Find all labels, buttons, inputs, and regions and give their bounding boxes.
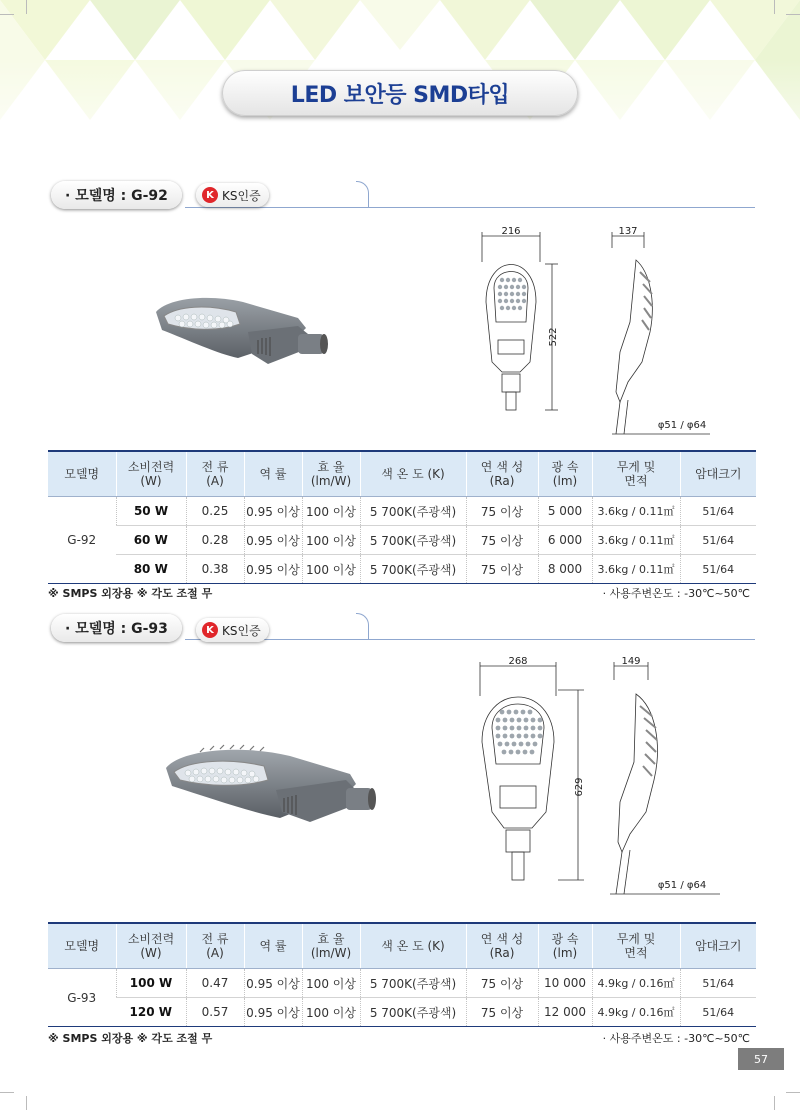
table-cell: 75 이상 bbox=[466, 998, 538, 1027]
table-header-row bbox=[48, 451, 756, 497]
section-divider-curve bbox=[356, 613, 369, 640]
product-photo-g93 bbox=[160, 740, 380, 830]
table-cell: 100 이상 bbox=[302, 526, 360, 555]
section-divider bbox=[185, 207, 368, 208]
header-cell: 색 온 도 (K) bbox=[360, 451, 466, 497]
ks-cert-label: KS인증 bbox=[222, 188, 261, 203]
section-divider bbox=[368, 639, 755, 640]
dim-width: 268 bbox=[508, 656, 528, 667]
page-title: LED 보안등 SMD타입 bbox=[290, 82, 510, 108]
spec-table-g93 bbox=[48, 922, 756, 1027]
table-cell: 12 000 bbox=[538, 998, 592, 1027]
header-cell: 색 온 도 (K) bbox=[360, 923, 466, 969]
table-cell: 3.6kg / 0.11㎡ bbox=[592, 497, 680, 526]
crop-mark bbox=[774, 1096, 775, 1110]
section-divider-curve bbox=[356, 181, 369, 208]
model-name-label: · 모델명 : G-93 bbox=[65, 621, 168, 637]
dim-width: 216 bbox=[501, 226, 521, 237]
table-cell: 100 이상 bbox=[302, 998, 360, 1027]
table-cell: 5 700K(주광색) bbox=[360, 526, 466, 555]
header-cell: 무게 및 면적 bbox=[592, 451, 680, 497]
dim-pipe: φ51 / φ64 bbox=[657, 880, 707, 891]
model-name-g92 bbox=[51, 181, 182, 209]
header-cell: 모델명 bbox=[48, 451, 116, 497]
header-cell: 전 류 (A) bbox=[186, 923, 244, 969]
table-cell: 100 이상 bbox=[302, 555, 360, 584]
table-cell: 51/64 bbox=[680, 998, 756, 1027]
table-row bbox=[48, 998, 756, 1027]
header-cell: 연 색 성 (Ra) bbox=[466, 923, 538, 969]
model-name-label: · 모델명 : G-92 bbox=[65, 188, 168, 204]
table-cell: 3.6kg / 0.11㎡ bbox=[592, 555, 680, 584]
table-cell: 75 이상 bbox=[466, 497, 538, 526]
crop-mark bbox=[0, 1092, 14, 1093]
table-row bbox=[48, 969, 756, 998]
table-cell: 51/64 bbox=[680, 497, 756, 526]
table-row bbox=[48, 497, 756, 526]
table-cell: 51/64 bbox=[680, 526, 756, 555]
header-cell: 연 색 성 (Ra) bbox=[466, 451, 538, 497]
spec-table-g92 bbox=[48, 450, 756, 584]
table-cell: 4.9kg / 0.16㎡ bbox=[592, 969, 680, 998]
note-right: · 사용주변온도 : -30℃~50℃ bbox=[602, 1032, 750, 1045]
dim-height: 522 bbox=[548, 327, 559, 347]
table-cell: 0.47 bbox=[186, 969, 244, 998]
table-cell: 51/64 bbox=[680, 555, 756, 584]
header-cell: 전 류 (A) bbox=[186, 451, 244, 497]
crop-mark bbox=[786, 14, 800, 15]
technical-drawing-g93 bbox=[470, 652, 740, 902]
model-cell: G-93 bbox=[48, 969, 116, 1027]
table-cell: 100 이상 bbox=[302, 969, 360, 998]
table-cell: 75 이상 bbox=[466, 526, 538, 555]
model-cell: G-92 bbox=[48, 497, 116, 584]
table-cell: 0.57 bbox=[186, 998, 244, 1027]
header-cell: 무게 및 면적 bbox=[592, 923, 680, 969]
table-cell: 5 700K(주광색) bbox=[360, 998, 466, 1027]
ks-cert-badge bbox=[196, 183, 269, 207]
ks-cert-label: KS인증 bbox=[222, 623, 261, 638]
table-cell: 6 000 bbox=[538, 526, 592, 555]
header-cell: 광 속 (lm) bbox=[538, 451, 592, 497]
note-right: · 사용주변온도 : -30℃~50℃ bbox=[602, 587, 750, 600]
crop-mark bbox=[0, 14, 14, 15]
header-cell: 역 률 bbox=[244, 451, 302, 497]
header-cell: 효 율 (lm/W) bbox=[302, 451, 360, 497]
header-cell: 소비전력 (W) bbox=[116, 451, 186, 497]
table-cell: 8 000 bbox=[538, 555, 592, 584]
dim-depth: 137 bbox=[618, 226, 638, 237]
table-cell: 5 700K(주광색) bbox=[360, 969, 466, 998]
table-header-row bbox=[48, 923, 756, 969]
table-cell: 100 W bbox=[116, 969, 186, 998]
technical-drawing-g92 bbox=[470, 222, 730, 444]
crop-mark bbox=[26, 1096, 27, 1110]
table-cell: 120 W bbox=[116, 998, 186, 1027]
note-left: ※ SMPS 외장용 ※ 각도 조절 무 bbox=[48, 1032, 213, 1045]
table-cell: 4.9kg / 0.16㎡ bbox=[592, 998, 680, 1027]
table-cell: 50 W bbox=[116, 497, 186, 526]
section-divider bbox=[368, 207, 755, 208]
table-cell: 0.38 bbox=[186, 555, 244, 584]
dim-pipe: φ51 / φ64 bbox=[657, 420, 707, 431]
table-cell: 0.95 이상 bbox=[244, 555, 302, 584]
table-cell: 0.95 이상 bbox=[244, 998, 302, 1027]
header-cell: 역 률 bbox=[244, 923, 302, 969]
table-row bbox=[48, 526, 756, 555]
page-number: 57 bbox=[738, 1048, 784, 1070]
table-cell: 5 700K(주광색) bbox=[360, 497, 466, 526]
table-cell: 60 W bbox=[116, 526, 186, 555]
table-cell: 100 이상 bbox=[302, 497, 360, 526]
model-name-g93 bbox=[51, 614, 182, 642]
table-cell: 0.95 이상 bbox=[244, 497, 302, 526]
table-cell: 0.95 이상 bbox=[244, 969, 302, 998]
table-cell: 75 이상 bbox=[466, 969, 538, 998]
table-cell: 0.25 bbox=[186, 497, 244, 526]
header-cell: 모델명 bbox=[48, 923, 116, 969]
table-cell: 80 W bbox=[116, 555, 186, 584]
ks-cert-badge bbox=[196, 618, 269, 642]
header-cell: 암대크기 bbox=[680, 923, 756, 969]
header-cell: 광 속 (lm) bbox=[538, 923, 592, 969]
table-cell: 10 000 bbox=[538, 969, 592, 998]
ks-logo-icon: K bbox=[202, 622, 218, 638]
table-cell: 5 700K(주광색) bbox=[360, 555, 466, 584]
table-cell: 51/64 bbox=[680, 969, 756, 998]
dim-depth: 149 bbox=[621, 656, 641, 667]
ks-logo-icon: K bbox=[202, 187, 218, 203]
table-row bbox=[48, 555, 756, 584]
crop-mark bbox=[786, 1092, 800, 1093]
header-cell: 효 율 (lm/W) bbox=[302, 923, 360, 969]
product-photo-g92 bbox=[148, 288, 328, 378]
header-cell: 암대크기 bbox=[680, 451, 756, 497]
header-cell: 소비전력 (W) bbox=[116, 923, 186, 969]
crop-mark bbox=[774, 0, 775, 14]
page-title-pill bbox=[222, 70, 578, 116]
table-cell: 0.28 bbox=[186, 526, 244, 555]
crop-mark bbox=[26, 0, 27, 14]
table-cell: 0.95 이상 bbox=[244, 526, 302, 555]
table-cell: 75 이상 bbox=[466, 555, 538, 584]
table-cell: 3.6kg / 0.11㎡ bbox=[592, 526, 680, 555]
table-cell: 5 000 bbox=[538, 497, 592, 526]
note-left: ※ SMPS 외장용 ※ 각도 조절 무 bbox=[48, 587, 213, 600]
dim-height: 629 bbox=[574, 777, 585, 797]
